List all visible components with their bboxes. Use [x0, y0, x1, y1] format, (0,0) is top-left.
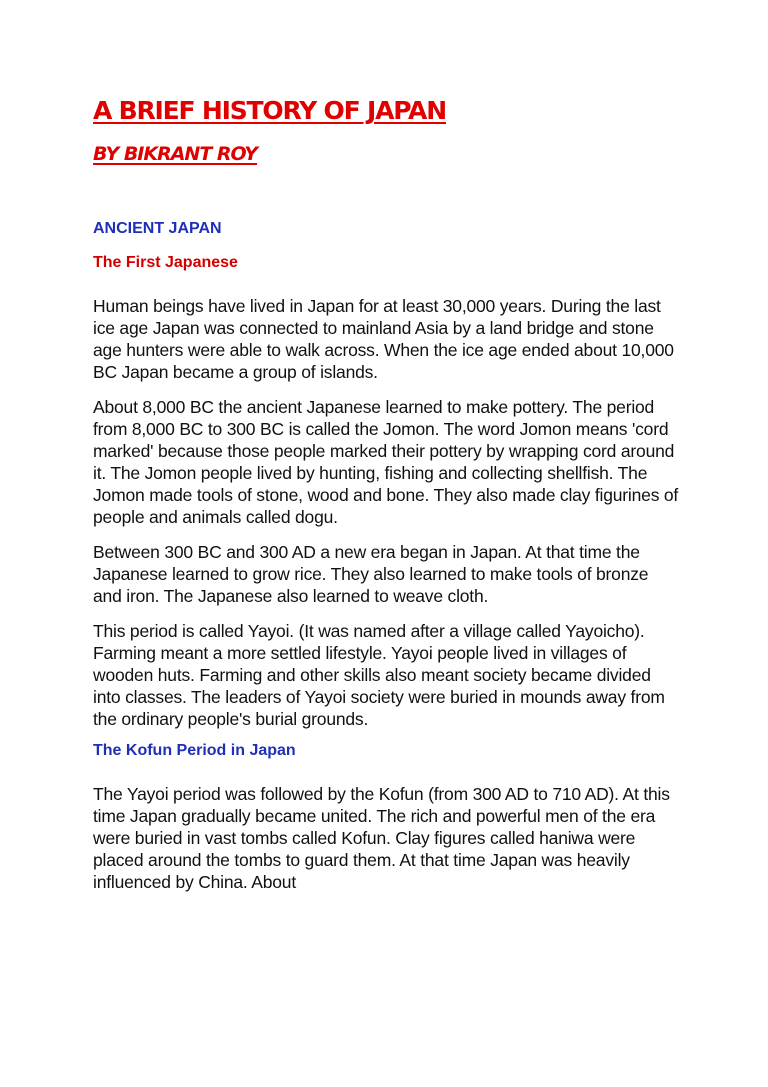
subheading-first-japanese: The First Japanese	[93, 254, 238, 271]
author-byline: BY BIKRANT ROY	[93, 143, 258, 165]
paragraph: About 8,000 BC the ancient Japanese learned to make pottery. The period from 8,000 BC to 300 BC is called the Jomon. The word Jomon means 'cord marked' because those people marked their pottery by wrapping cord around it. The Jomon people lived by hunting, fishing and collecting shellfish. The Jomon made tools of stone, wood and bone. They also made clay figurines of people and animals called dogu.	[93, 397, 679, 527]
paragraph: This period is called Yayoi. (It was named after a village called Yayoicho). Farming meant a more settled lifestyle. Yayoi people lived in villages of wooden huts. Farming and other skills also meant society became divided into classes. The leaders of Yayoi society were buried in mounds away from the ordinary people's burial grounds.	[93, 621, 665, 729]
paragraph: Human beings have lived in Japan for at least 30,000 years. During the last ice age Japan was connected to mainland Asia by a land bridge and stone age hunters were able to walk across. When the ice age ended about 10,000 BC Japan became a group of islands.	[93, 296, 674, 382]
paragraph: Between 300 BC and 300 AD a new era began in Japan. At that time the Japanese learned to grow rice. They also learned to make tools of bronze and iron. The Japanese also learned to weave cloth.	[93, 542, 649, 606]
subheading-kofun-period: The Kofun Period in Japan	[93, 742, 296, 759]
document-page	[93, 94, 681, 893]
document-title: A BRIEF HISTORY OF JAPAN	[93, 96, 446, 125]
section-heading: ANCIENT JAPAN	[93, 220, 222, 237]
paragraph: The Yayoi period was followed by the Kofun (from 300 AD to 710 AD). At this time Japan gradually became united. The rich and powerful men of the era were buried in vast tombs called Kofun. Clay figures called haniwa were placed around the tombs to guard them. At that time Japan was heavily influenced by China. About	[93, 784, 670, 892]
